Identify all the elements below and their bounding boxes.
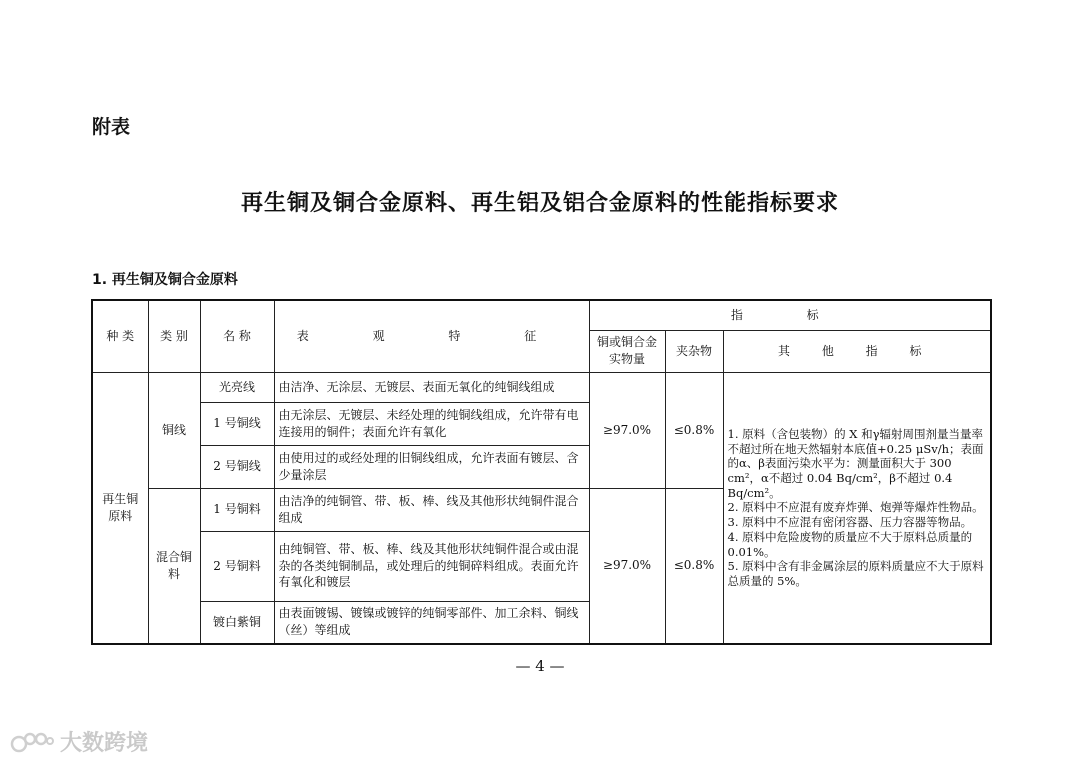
feature-cell: 由使用过的或经处理的旧铜线组成，允许表面有镀层、含少量涂层 — [274, 445, 589, 488]
name-cell: 镀白紫铜 — [200, 601, 274, 644]
content-cell: ≥97.0% — [589, 372, 665, 488]
feature-cell: 由洁净的纯铜管、带、板、棒、线及其他形状纯铜件混合组成 — [274, 488, 589, 531]
watermark-logo-icon — [10, 729, 54, 755]
name-cell: 2 号铜料 — [200, 531, 274, 601]
header-feature: 表 观 特 征 — [274, 300, 589, 372]
other-indicator-item: 2. 原料中不应混有废弃炸弹、炮弹等爆炸性物品。 — [727, 500, 984, 515]
header-kind: 种 类 — [92, 300, 148, 372]
category-cell: 混合铜料 — [148, 488, 200, 644]
other-indicator-item: 1. 原料（含包装物）的 X 和γ辐射周围剂量当量率不超过所在地天然辐射本底值+0.25 μSv/h；表面的α、β表面污染水平为：测量面积大于 300 cm²，α不超过 0.04 Bq/cm²，β不超过 0.4 Bq/cm²。 — [727, 426, 984, 500]
name-cell: 2 号铜线 — [200, 445, 274, 488]
page-title: 再生铜及铜合金原料、再生铝及铝合金原料的性能指标要求 — [240, 191, 839, 216]
other-indicator-item: 3. 原料中不应混有密闭容器、压力容器等物品。 — [727, 515, 973, 530]
page-number: — 4 — — [515, 657, 565, 675]
appendix-label: 附表 — [92, 116, 131, 138]
header-category: 类 别 — [148, 300, 200, 372]
requirements-table — [91, 299, 992, 645]
content-cell: ≥97.0% — [589, 488, 665, 644]
feature-cell: 由纯铜管、带、板、棒、线及其他形状纯铜件混合或由混杂的各类纯铜制品，或处理后的纯铜碎料组成。表面允许有氧化和镀层 — [274, 531, 589, 601]
feature-cell: 由无涂层、无镀层、未经处理的纯铜线组成，允许带有电连接用的铜件；表面允许有氧化 — [274, 402, 589, 445]
feature-cell: 由洁净、无涂层、无镀层、表面无氧化的纯铜线组成 — [274, 372, 589, 402]
name-cell: 1 号铜线 — [200, 402, 274, 445]
name-cell: 1 号铜料 — [200, 488, 274, 531]
watermark-text: 大数跨境 — [60, 731, 149, 756]
other-indicators-cell — [723, 372, 991, 644]
header-impurity: 夹杂物 — [665, 330, 723, 372]
other-indicator-item: 5. 原料中含有非金属涂层的原料质量应不大于原料总质量的 5%。 — [727, 559, 984, 588]
name-cell: 光亮线 — [200, 372, 274, 402]
watermark — [10, 726, 148, 757]
header-other: 其 他 指 标 — [723, 330, 991, 372]
header-content: 铜或铜合金实物量 — [589, 330, 665, 372]
section-heading: 1. 再生铜及铜合金原料 — [92, 272, 238, 288]
feature-cell: 由表面镀锡、镀镍或镀锌的纯铜零部件、加工余料、铜线（丝）等组成 — [274, 601, 589, 644]
impurity-cell: ≤0.8% — [665, 372, 723, 488]
header-name: 名 称 — [200, 300, 274, 372]
impurity-cell: ≤0.8% — [665, 488, 723, 644]
header-indicator: 指 标 — [589, 300, 991, 330]
other-indicator-item: 4. 原料中危险废物的质量应不大于原料总质量的 0.01%。 — [727, 529, 973, 559]
category-cell: 铜线 — [148, 372, 200, 488]
kind-cell: 再生铜原料 — [92, 372, 148, 644]
